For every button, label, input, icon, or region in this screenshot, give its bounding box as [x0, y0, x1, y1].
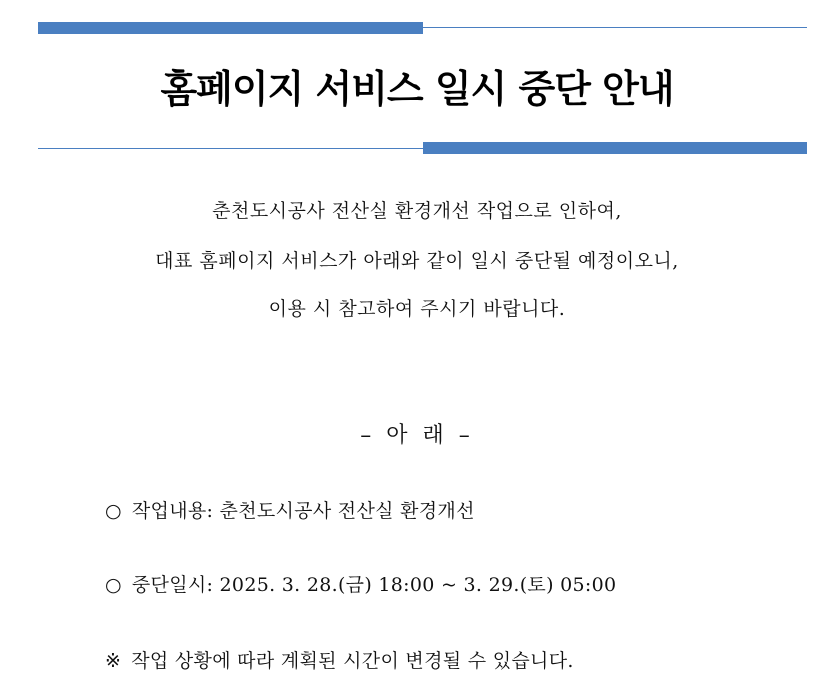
reference-mark-icon: ※: [105, 650, 122, 672]
detail-note: [105, 646, 574, 673]
section-heading: – 아 래 –: [360, 423, 474, 448]
detail-note-text: 작업 상황에 따라 계획된 시간이 변경될 수 있습니다.: [131, 650, 574, 672]
detail-work-content: [105, 496, 475, 523]
detail-period-text: 중단일시: 2025. 3. 28.(금) 18:00 ~ 3. 29.(토) 05:00: [131, 574, 617, 596]
detail-suspension-period: [105, 570, 616, 597]
circle-bullet-icon: ○: [105, 574, 122, 596]
header-bottom-thick-bar: [423, 142, 807, 154]
page-title: 홈페이지 서비스 일시 중단 안내: [160, 67, 674, 111]
intro-line-2: 대표 홈페이지 서비스가 아래와 같이 일시 중단될 예정이오니,: [155, 250, 679, 272]
detail-work-text: 작업내용: 춘천도시공사 전산실 환경개선: [131, 500, 475, 522]
intro-line-1: 춘천도시공사 전산실 환경개선 작업으로 인하여,: [212, 200, 622, 222]
header-bottom-thin-line: [38, 148, 423, 149]
header-top-thick-bar: [38, 22, 423, 34]
intro-line-3: 이용 시 참고하여 주시기 바랍니다.: [268, 298, 566, 320]
circle-bullet-icon: ○: [105, 500, 122, 522]
header-top-thin-line: [423, 27, 807, 28]
